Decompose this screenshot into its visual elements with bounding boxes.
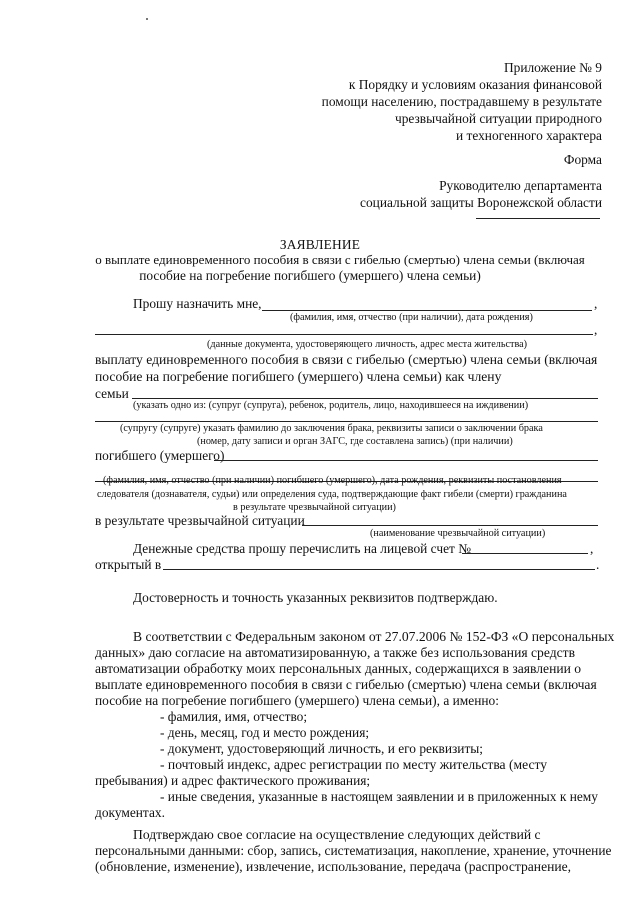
consent-line: выплате единовременного пособия в связи с гибелью (смертью) члена семьи (включая <box>95 677 597 692</box>
consent-item-continued: документах. <box>95 805 165 820</box>
consent-line: пособие на погребение погибшего (умершего) члена семьи), а именно: <box>95 693 499 708</box>
consent-line: В соответствии с Федеральным законом от 27.07.2006 № 152-ФЗ «О персональных <box>133 629 615 644</box>
document-subtitle: о выплате единовременного пособия в связи с гибелью (смертью) члена семьи (включая <box>95 252 585 267</box>
document-page: Приложение № 9 к Порядку и условиям оказания финансовой помощи населению, пострадавшему в результате чрезвычайной ситуации природного и техногенного характера Форма Руководителю департамента социальной защиты Воронежской области ЗАЯВЛЕНИЕ о выплате единовременного пособия в связи с гибелью (смертью) члена семьи (включая пособие на погребение погибшего (умершего) члена семьи) Прошу назначить мне, , (фамилия, имя, отчество (при наличии), дата рождения) , (данные документа, удостоверяющего личность, адрес места жительства) выплату единовременного пособия в связи с гибелью (смертью) члена семьи (включая пособие на погребение погибшего (умершего) члена семьи) как члену семьи (указать одно из: (супруг (супруга), ребенок, родитель, лицо, находившееся на иждивении) (супругу (супруге) указать фамилию до заключения брака, реквизиты записи о заключении брака (номер, дату записи и орган ЗАГС, где составлена запись) (при наличии) погибшего (умершего) (фамилия, имя, отчество (при наличии) погибшего (умершего), дата рождения, реквизиты постановления следователя (дознавателя, судьи) или определения суда, подтверждающие факт гибели (смерти) гражданина в результате чрезвычайной ситуации) в результате чрезвычайной ситуации (наименование чрезвычайной ситуации) Денежные средства прошу перечислить на лицевой счет № , открытый в . Достоверность и точность указанных реквизитов подтверждаю. В соответствии с Федеральным законом от 27.07.2006 № 152-ФЗ «О персональных данных» даю согласие на автоматизированную, а также без использования средств автоматизации обработку моих персональных данных, содержащихся в заявлении о выплате единовременного пособия в связи с гибелью (смертью) члена семьи (включая пособие на погребение погибшего (умершего) члена семьи), а именно: - фамилия, имя, отчество; - день, месяц, год и место рождения; - документ, удостоверяющий личность, и его реквизиты; - почтовый индекс, адрес регистрации по месту жительства (месту пребывания) и адрес фактического проживания; - иные сведения, указанные в настоящем заявлении и в приложенных к нему документах. Подтверждаю свое согласие на осуществление следующих действий с персональными данными: сбор, запись, систематизация, накопление, хранение, уточнение (обновление, изменение), извлечение, использование, передача (распространение, <box>0 0 640 900</box>
consent-item-continued: пребывания) и адрес фактического проживания; <box>95 773 371 788</box>
hint-spouse: (супругу (супруге) указать фамилию до заключения брака, реквизиты записи о заключении брака <box>120 423 543 434</box>
opened-label: открытый в <box>95 557 162 572</box>
relation-field[interactable] <box>132 398 598 399</box>
addressee-line: Руководителю департамента <box>439 178 602 193</box>
appendix-ref-line: к Порядку и условиям оказания финансовой <box>348 77 602 92</box>
deceased-field[interactable] <box>214 460 598 461</box>
consent-line: автоматизации обработку моих персональных данных, содержащихся в заявлении о <box>95 661 582 676</box>
scan-speck <box>146 18 148 20</box>
addressee-signature-line[interactable] <box>476 218 600 219</box>
deceased-label: погибшего (умершего) <box>95 448 225 463</box>
account-number-field[interactable] <box>462 553 588 554</box>
payment-text-line: пособие на погребение погибшего (умершего) члена семьи) как члену <box>95 369 502 384</box>
hint-deceased: следователя (дознавателя, судьи) или определения суда, подтверждающие факт гибели (смерти) гражданина <box>97 489 567 500</box>
consent-actions-line: Подтверждаю свое согласие на осуществление следующих действий с <box>133 827 541 842</box>
consent-item: - фамилия, имя, отчество; <box>160 709 308 724</box>
hint-applicant-document: (данные документа, удостоверяющего личность, адрес места жительства) <box>207 339 528 350</box>
appendix-ref-line: и техногенного характера <box>455 128 602 143</box>
bank-field[interactable] <box>163 569 595 570</box>
spouse-field[interactable] <box>95 421 598 422</box>
consent-item: - иные сведения, указанные в настоящем заявлении и в приложенных к нему <box>160 789 598 804</box>
consent-item: - день, месяц, год и место рождения; <box>160 725 370 740</box>
document-title: ЗАЯВЛЕНИЕ <box>279 237 361 252</box>
family-word: семьи <box>95 386 129 401</box>
request-lead: Прошу назначить мне, <box>133 296 262 311</box>
addressee-line: социальной защиты Воронежской области <box>360 195 602 210</box>
applicant-document-field[interactable] <box>95 334 593 335</box>
payment-text-line: выплату единовременного пособия в связи с гибелью (смертью) члена семьи (включая <box>95 352 598 367</box>
hint-applicant-name: (фамилия, имя, отчество (при наличии), дата рождения) <box>290 312 533 323</box>
hint-emergency: (наименование чрезвычайной ситуации) <box>370 528 546 539</box>
consent-actions-line: (обновление, изменение), извлечение, использование, передача (распространение, <box>95 859 572 874</box>
hint-deceased: в результате чрезвычайной ситуации) <box>233 502 396 513</box>
account-label: Денежные средства прошу перечислить на лицевой счет № <box>133 541 472 556</box>
appendix-ref-line: помощи населению, пострадавшему в результате <box>321 94 602 109</box>
consent-item: - документ, удостоверяющий личность, и его реквизиты; <box>160 741 484 756</box>
applicant-name-field[interactable] <box>262 310 592 311</box>
emergency-field[interactable] <box>302 525 598 526</box>
form-label: Форма <box>563 152 602 167</box>
consent-line: данных» даю согласие на автоматизированную, а также без использования средств <box>95 645 576 660</box>
hint-deceased: (фамилия, имя, отчество (при наличии) погибшего (умершего), дата рождения, реквизиты постановления <box>103 475 562 486</box>
hint-relation: (указать одно из: (супруг (супруга), ребенок, родитель, лицо, находившееся на иждивении) <box>133 400 529 411</box>
hint-spouse: (номер, дату записи и орган ЗАГС, где составлена запись) (при наличии) <box>197 436 513 447</box>
appendix-ref-line: чрезвычайной ситуации природного <box>394 111 602 126</box>
consent-actions-line: персональными данными: сбор, запись, систематизация, накопление, хранение, уточнение <box>95 843 612 858</box>
appendix-number: Приложение № 9 <box>503 60 602 75</box>
consent-item: - почтовый индекс, адрес регистрации по месту жительства (месту <box>160 757 548 772</box>
emergency-label: в результате чрезвычайной ситуации <box>95 513 305 528</box>
document-subtitle: пособие на погребение погибшего (умершего) члена семьи) <box>139 268 481 283</box>
confirm-statement: Достоверность и точность указанных реквизитов подтверждаю. <box>133 590 498 605</box>
